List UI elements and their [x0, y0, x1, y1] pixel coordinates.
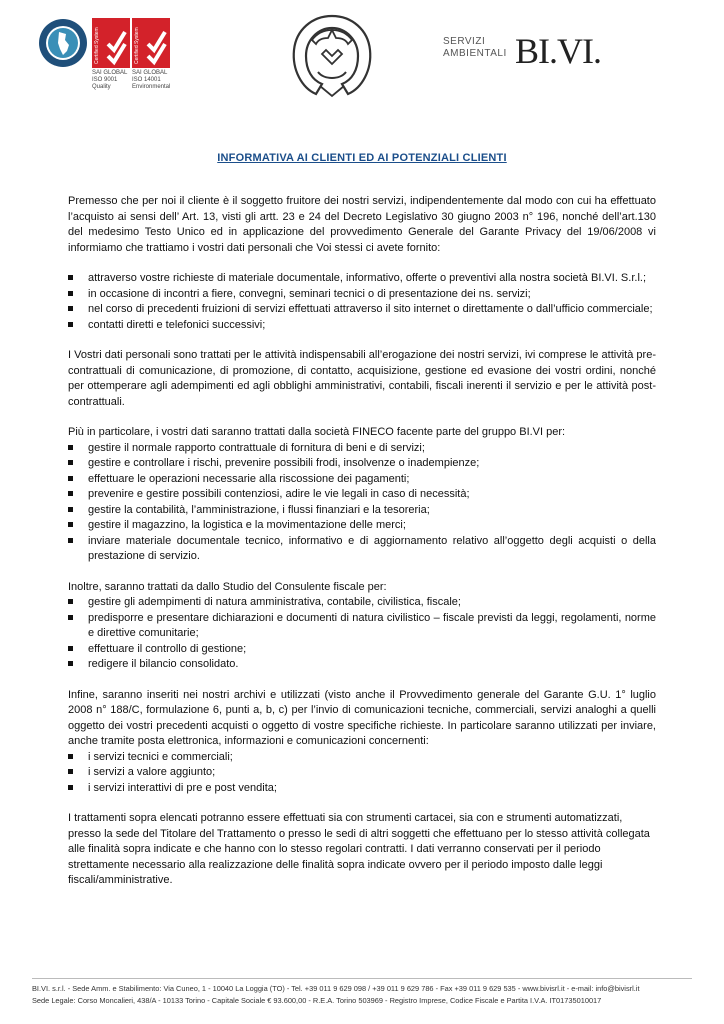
svg-text:Certified System: Certified System [94, 27, 100, 64]
bivi-emblem-icon [282, 10, 382, 100]
studio-intro: Inoltre, saranno trattati da dallo Studio del Consulente fiscale per: [68, 580, 387, 593]
list-item: contatti diretti e telefonici successivi; [68, 318, 656, 334]
brand-sub-line2: AMBIENTALI [443, 48, 507, 59]
list-item: gestire la contabilità, l’amministrazione, i flussi finanziari e la tesoreria; [68, 503, 656, 519]
certified-system-iso9001-icon [92, 18, 130, 68]
cert1-issuer: SAI GLOBAL [92, 70, 128, 76]
cert1-standard: ISO 9001 [92, 77, 118, 83]
list-item: effettuare le operazioni necessarie alla riscossione dei pagamenti; [68, 472, 656, 488]
intro-paragraph: Premesso che per noi il cliente è il soggetto fruitore dei nostri servizi, indipendentemente dal modo con cui ha effettuato l’acquisto ai sensi dell’ Art. 13, visti gli artt. 23 e 24 del Decreto Legislativo 30 giugno 2003 n° 196, nonché dell’art.130 del medesimo Testo Unico ed in applicazione del provvedimento Generale del Garante Privacy del 19/06/2008 vi informiamo che trattiamo i vostri dati personali che Voi stessi ci avete fornito: [68, 195, 656, 254]
list-item: i servizi a valore aggiunto; [68, 765, 656, 781]
footer-line1: BI.VI. s.r.l. - Sede Amm. e Stabilimento: Via Cuneo, 1 - 10040 La Loggia (TO) - Tel. +39 011 9 629 098 / +39 011 9 629 786 - Fax +39 011 9 629 535 - www.bivisrl.it - e-mail: info@bivisrl.it [32, 984, 640, 993]
list-item: gestire e controllare i rischi, prevenire possibili frodi, insolvenze o inadempienze; [68, 456, 656, 472]
footer [32, 978, 712, 1007]
list-item: nel corso di precedenti fruizioni di servizi effettuati attraverso il sito internet o direttamente o dall’ufficio commerciale; [68, 302, 656, 318]
accredia-logo-icon [38, 18, 88, 68]
list-item: gestire gli adempimenti di natura amministrativa, contabile, civilistica, fiscale; [68, 595, 656, 611]
list-item: i servizi interattivi di pre e post vendita; [68, 781, 656, 797]
list-item: prevenire e gestire possibili contenziosi, adire le vie legali in caso di necessità; [68, 487, 656, 503]
archive-list [68, 750, 656, 797]
cert1-scope: Quality [92, 84, 111, 90]
list-item: predisporre e presentare dichiarazioni e documenti di natura civilistico – fiscale previsti da leggi, regolamenti, norme e direttive comunitarie; [68, 611, 656, 642]
certified-system-iso14001-icon [132, 18, 170, 68]
list-item: attraverso vostre richieste di materiale documentale, informativo, offerte o preventivi alla nostra società BI.VI. S.r.l.; [68, 271, 656, 287]
cert2-issuer: SAI GLOBAL [132, 70, 168, 76]
footer-divider [32, 978, 692, 979]
cert-iso9001-text [92, 70, 127, 91]
archive-paragraph: Infine, saranno inseriti nei nostri archivi e utilizzati (visto anche il Provvedimento generale del Garante G.U. 1° luglio 2008 n° 188/C, formulazione 6, punti a, b, c) per l’invio di comunicazioni tecniche, commerciali, servizi analoghi a quelli oggetto dei vostri precedenti acquisti o oggetto di vostre specifiche richieste. In particolare saranno utilizzati per inviare, anche tramite posta elettronica, informazioni e comunicazioni concernenti: [68, 688, 656, 747]
list-item: gestire il magazzino, la logistica e la movimentazione delle merci; [68, 518, 656, 534]
fineco-intro: Più in particolare, i vostri dati saranno trattati dalla società FINECO facente parte del gruppo BI.VI per: [68, 426, 566, 438]
brand-subtitle [443, 36, 507, 60]
fineco-list [68, 441, 656, 565]
studio-list [68, 595, 656, 673]
letterhead [0, 0, 724, 110]
list-item: i servizi tecnici e commerciali; [68, 750, 656, 766]
list-item: gestire il normale rapporto contrattuale di fornitura di beni e di servizi; [68, 441, 656, 457]
closing-paragraph: I trattamenti sopra elencati potranno essere effettuati sia con strumenti cartacei, sia con e strumenti automatizzati, presso la sede del Titolare del Trattamento o presso le sedi di altri soggetti che effettuano per lo stesso attività collegata alle finalità sopra indicate e che hanno con lo stesso regolari contratti. I dati verranno conservati per il periodo strettamente necessario alla realizzazione delle finalità sopra indicate ovvero per il periodo imposto dalle leggi fiscali/amministrative. [68, 812, 650, 886]
document-title: INFORMATIVA AI CLIENTI ED AI POTENZIALI CLIENTI [217, 152, 507, 164]
svg-text:Certified System: Certified System [134, 27, 140, 64]
document-body [68, 194, 656, 889]
list-item: redigere il bilancio consolidato. [68, 657, 656, 673]
list-item: in occasione di incontri a fiere, convegni, seminari tecnici o di presentazione dei ns. servizi; [68, 287, 656, 303]
purposes-paragraph: I Vostri dati personali sono trattati per le attività indispensabili all’erogazione dei nostri servizi, ivi comprese le attività pre-contrattuali di comunicazione, di promozione, di contatto, acquisizione, gestione ed evasione dei vostri ordini, nonché per ottemperare agli adempimenti ed agli obblighi amministrativi, contabili, fiscali inerenti il servizio e per le attività post-contrattuali. [68, 349, 656, 408]
sources-list [68, 271, 656, 333]
cert2-standard: ISO 14001 [132, 77, 161, 83]
brand-sub-line1: SERVIZI [443, 36, 486, 47]
brand-name: BI.VI. [515, 31, 601, 71]
list-item: effettuare il controllo di gestione; [68, 642, 656, 658]
cert-iso14001-text [132, 70, 170, 91]
footer-line2: Sede Legale: Corso Moncalieri, 438/A - 10133 Torino - Capitale Sociale € 93.600,00 - R.E.A. Torino 503969 - Registro Imprese, Codice Fiscale e Partita I.V.A. IT01735010017 [32, 996, 602, 1005]
cert2-scope: Environmental [132, 84, 171, 90]
list-item: inviare materiale documentale tecnico, informativo e di aggiornamento relativo all’oggetto degli acquisti o della prestazione di servizio. [68, 534, 656, 565]
